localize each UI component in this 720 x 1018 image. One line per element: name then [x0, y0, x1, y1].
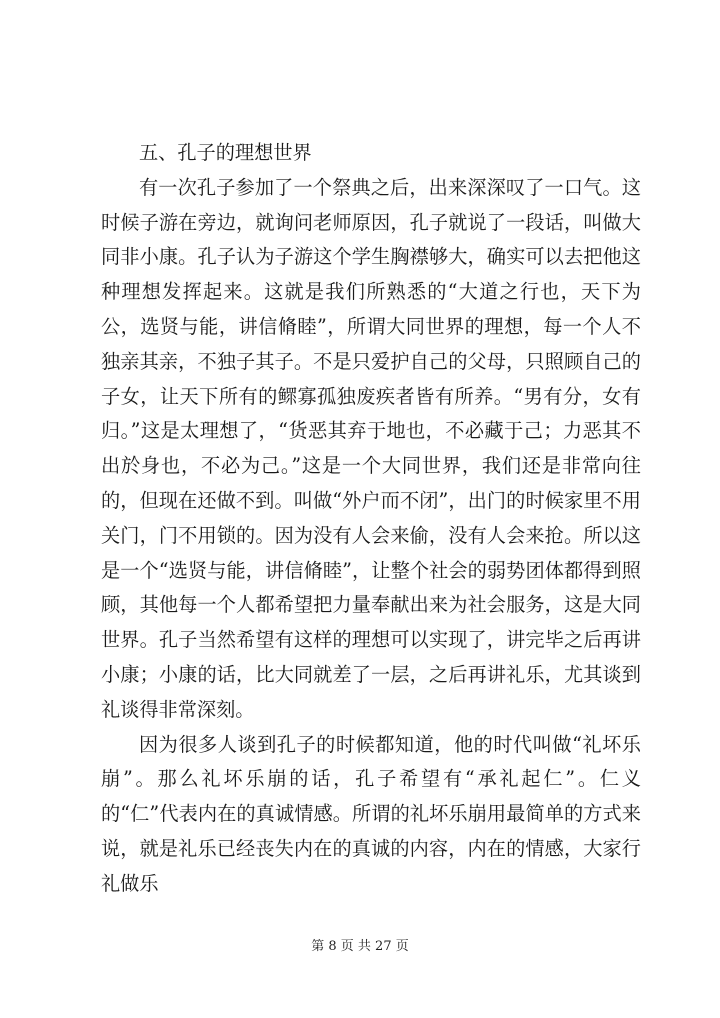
section-heading: 五、孔子的理想世界 — [139, 141, 312, 164]
page-footer: 第 8 页 共 27 页 — [311, 939, 409, 954]
paragraph-2: 因为很多人谈到孔子的时候都知道，他的时代叫做“礼坏乐崩”。那么礼坏乐崩的话，孔子希望有“承礼起仁”。仁义的“仁”代表内在的真诚情感。所谓的礼坏乐崩用最简单的方式来说，就是礼乐已经丧失内在的真诚的内容，内在的情感，大家行礼做乐 — [101, 732, 641, 895]
paragraph-1: 有一次孔子参加了一个祭典之后，出来深深叹了一口气。这时候子游在旁边，就询问老师原因，孔子就说了一段话，叫做大同非小康。孔子认为子游这个学生胸襟够大，确实可以去把他这种理想发挥起来。这就是我们所熟悉的“大道之行也，天下为公，选贤与能，讲信脩睦”，所谓大同世界的理想，每一个人不独亲其亲，不独子其子。不是只爱护自己的父母，只照顾自己的子女，让天下所有的鳏寡孤独废疾者皆有所养。“男有分，女有归。”这是太理想了，“货恶其弃于地也，不必藏于己；力恶其不出於身也，不必为己。”这是一个大同世界，我们还是非常向往的，但现在还做不到。叫做“外户而不闭”，出门的时候家里不用关门，门不用锁的。因为没有人会来偷，没有人会来抢。所以这是一个“选贤与能，讲信脩睦”，让整个社会的弱势团体都得到照顾，其他每一个人都希望把力量奉献出来为社会服务，这是大同世界。孔子当然希望有这样的理想可以实现了，讲完毕之后再讲小康；小康的话，比大同就差了一层，之后再讲礼乐，尤其谈到礼谈得非常深刻。 — [101, 175, 641, 721]
document-body — [101, 136, 641, 902]
